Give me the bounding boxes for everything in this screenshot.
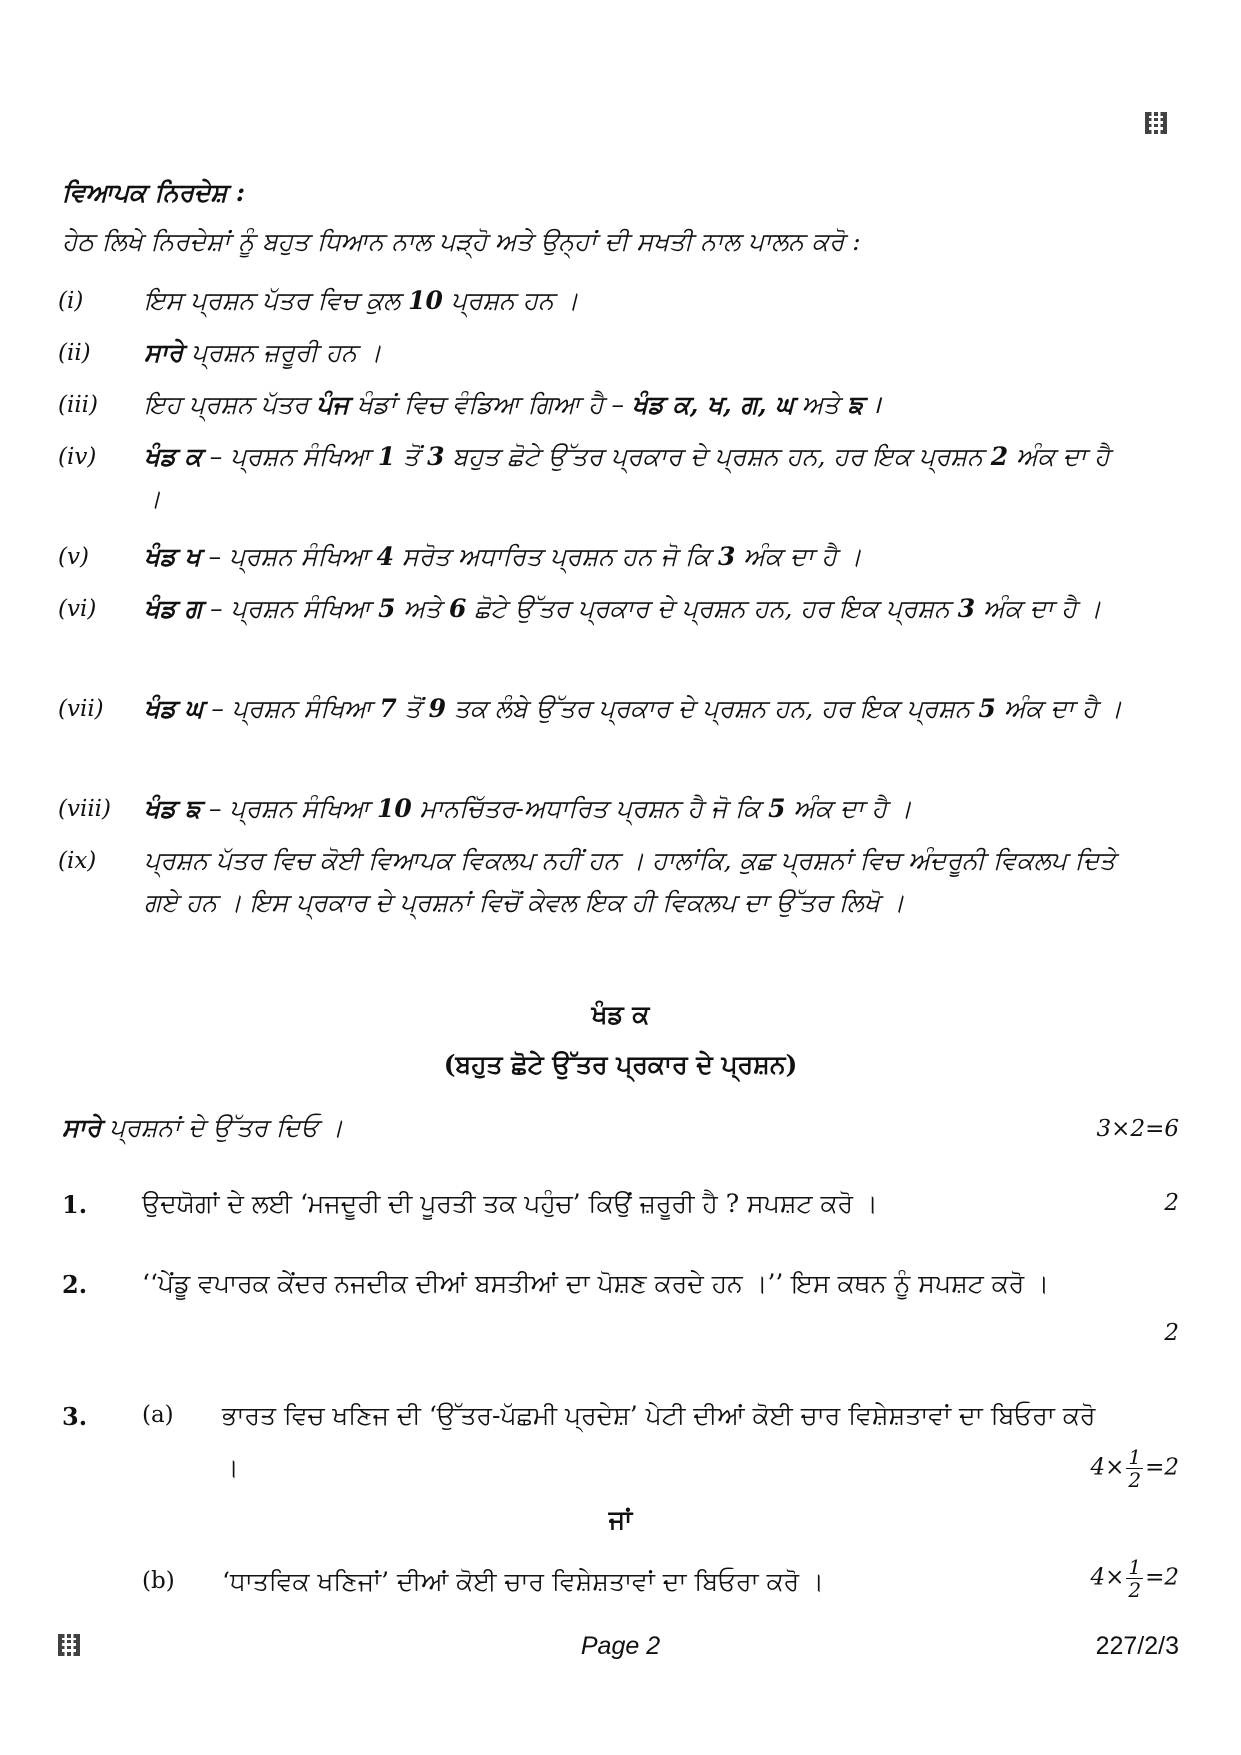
- option-label: (a): [142, 1402, 174, 1428]
- all-questions-note: ਸਾਰੇ ਪ੍ਰਸ਼ਨਾਂ ਦੇ ਉੱਤਰ ਦਿਓ ।: [62, 1113, 344, 1142]
- question-marks: 2: [1164, 1320, 1179, 1346]
- page-number: Page 2: [580, 1632, 661, 1660]
- question-number: 1.: [62, 1190, 88, 1219]
- question-text: ‘‘ਪੇਂਡੂ ਵਪਾਰਕ ਕੇਂਦਰ ਨਜਦੀਕ ਦੀਆਂ ਬਸਤੀਆਂ ਦਾ ਪੋਸ਼ਣ ਕਰਦੇ ਹਨ ।’’ ਇਸ ਕਥਨ ਨੂੰ ਸਪਸ਼ਟ ਕਰੋ ।: [142, 1269, 1050, 1298]
- option-text: ‘ਧਾਤਵਿਕ ਖਣਿਜਾਂ’ ਦੀਆਂ ਕੋਈ ਚਾਰ ਵਿਸ਼ੇਸ਼ਤਾਵਾਂ ਦਾ ਬਿਓਰਾ ਕਰੋ ।: [222, 1567, 824, 1596]
- option-text: ਭਾਰਤ ਵਿਚ ਖਣਿਜ ਦੀ ‘ਉੱਤਰ-ਪੱਛਮੀ ਪ੍ਰਦੇਸ਼’ ਪੇਟੀ ਦੀਆਂ ਕੋਈ ਚਾਰ ਵਿਸ਼ੇਸ਼ਤਾਵਾਂ ਦਾ ਬਿਓਰਾ ਕਰੋ ।: [222, 1401, 1096, 1482]
- instruction-item: (vii) ਖੰਡ ਘ – ਪ੍ਰਸ਼ਨ ਸੰਖਿਆ 7 ਤੋਂ 9 ਤਕ ਲੰਬੇ ਉੱਤਰ ਪ੍ਰਕਾਰ ਦੇ ਪ੍ਰਸ਼ਨ ਹਨ, ਹਰ ਇਕ ਪ੍ਰਸ਼ਨ 5 ਅੰਕ ਦਾ ਹੈ ।: [58, 694, 1123, 723]
- question-marks: 2: [1164, 1190, 1179, 1216]
- question-marks: 4× $\frac{1}{2}$ =2: [1090, 1445, 1179, 1492]
- instruction-item: (iv) ਖੰਡ ਕ – ਪ੍ਰਸ਼ਨ ਸੰਖਿਆ 1 ਤੋਂ 3 ਬਹੁਤ ਛੋਟੇ ਉੱਤਰ ਪ੍ਰਕਾਰ ਦੇ ਪ੍ਰਸ਼ਨ ਹਨ, ਹਰ ਇਕ ਪ੍ਰਸ਼ਨ 2 ਅੰਕ ਦਾ ਹੈ ।: [58, 442, 1110, 513]
- instruction-item: (ix) ਪ੍ਰਸ਼ਨ ਪੱਤਰ ਵਿਚ ਕੋਈ ਵਿਆਪਕ ਵਿਕਲਪ ਨਹੀਂ ਹਨ । ਹਾਲਾਂਕਿ, ਕੁਛ ਪ੍ਰਸ਼ਨਾਂ ਵਿਚ ਅੰਦਰੂਨੀ ਵਿਕਲਪ ਦਿਤੇ ਗਏ ਹਨ । ਇਸ ਪ੍ਰਕਾਰ ਦੇ ਪ੍ਰਸ਼ਨਾਂ ਵਿਚੋਂ ਕੇਵਲ ਇਕ ਹੀ ਵਿਕਲਪ ਦਾ ਉੱਤਰ ਲਿਖੋ ।: [58, 846, 1116, 917]
- instruction-item: (v) ਖੰਡ ਖ – ਪ੍ਰਸ਼ਨ ਸੰਖਿਆ 4 ਸਰੋਤ ਅਧਾਰਿਤ ਪ੍ਰਸ਼ਨ ਹਨ ਜੋ ਕਿ 3 ਅੰਕ ਦਾ ਹੈ ।: [58, 542, 862, 571]
- section-subtitle: (ਬਹੁਤ ਛੋਟੇ ਉੱਤਰ ਪ੍ਰਕਾਰ ਦੇ ਪ੍ਰਸ਼ਨ): [443, 1050, 798, 1079]
- instruction-item: (ii) ਸਾਰੇ ਪ੍ਰਸ਼ਨ ਜ਼ਰੂਰੀ ਹਨ ।: [58, 338, 382, 367]
- section-title: ਖੰਡ ਕ: [591, 1000, 650, 1029]
- qr-code-icon: [1145, 112, 1167, 134]
- instructions-intro: ਹੇਠ ਲਿਖੇ ਨਿਰਦੇਸ਼ਾਂ ਨੂੰ ਬਹੁਤ ਧਿਆਨ ਨਾਲ ਪੜ੍ਹੋ ਅਤੇ ਉਨ੍ਹਾਂ ਦੀ ਸਖਤੀ ਨਾਲ ਪਾਲਨ ਕਰੋ :: [62, 227, 861, 256]
- instructions-heading: ਵਿਆਪਕ ਨਿਰਦੇਸ਼ :: [62, 178, 246, 207]
- option-label: (b): [142, 1568, 175, 1594]
- question-number: 2.: [62, 1270, 88, 1299]
- question-number: 3.: [62, 1402, 88, 1431]
- paper-code: 227/2/3: [1095, 1632, 1179, 1660]
- instruction-item: (viii) ਖੰਡ ਙ – ਪ੍ਰਸ਼ਨ ਸੰਖਿਆ 10 ਮਾਨਚਿੱਤਰ-ਅਧਾਰਿਤ ਪ੍ਰਸ਼ਨ ਹੈ ਜੋ ਕਿ 5 ਅੰਕ ਦਾ ਹੈ ।: [58, 794, 912, 823]
- instruction-item: (vi) ਖੰਡ ਗ – ਪ੍ਰਸ਼ਨ ਸੰਖਿਆ 5 ਅਤੇ 6 ਛੋਟੇ ਉੱਤਰ ਪ੍ਰਕਾਰ ਦੇ ਪ੍ਰਸ਼ਨ ਹਨ, ਹਰ ਇਕ ਪ੍ਰਸ਼ਨ 3 ਅੰਕ ਦਾ ਹੈ ।: [58, 594, 1102, 623]
- instruction-item: (i) ਇਸ ਪ੍ਰਸ਼ਨ ਪੱਤਰ ਵਿਚ ਕੁਲ 10 ਪ੍ਰਸ਼ਨ ਹਨ ।: [58, 286, 579, 315]
- question-marks: 4× $\frac{1}{2}$ =2: [1090, 1555, 1179, 1602]
- instruction-item: (iii) ਇਹ ਪ੍ਰਸ਼ਨ ਪੱਤਰ ਪੰਜ ਖੰਡਾਂ ਵਿਚ ਵੰਡਿਆ ਗਿਆ ਹੈ – ਖੰਡ ਕ, ਖ, ਗ, ਘ ਅਤੇ ਙ ।: [58, 390, 881, 419]
- total-marks: 3×2=6: [1096, 1116, 1179, 1142]
- question-text: ਉਦਯੋਗਾਂ ਦੇ ਲਈ ‘ਮਜਦੂਰੀ ਦੀ ਪੂਰਤੀ ਤਕ ਪਹੁੰਚ’ ਕਿਉਂ ਜ਼ਰੂਰੀ ਹੈ ? ਸਪਸ਼ਟ ਕਰੋ ।: [142, 1189, 878, 1218]
- or-separator: ਜਾਂ: [608, 1505, 633, 1534]
